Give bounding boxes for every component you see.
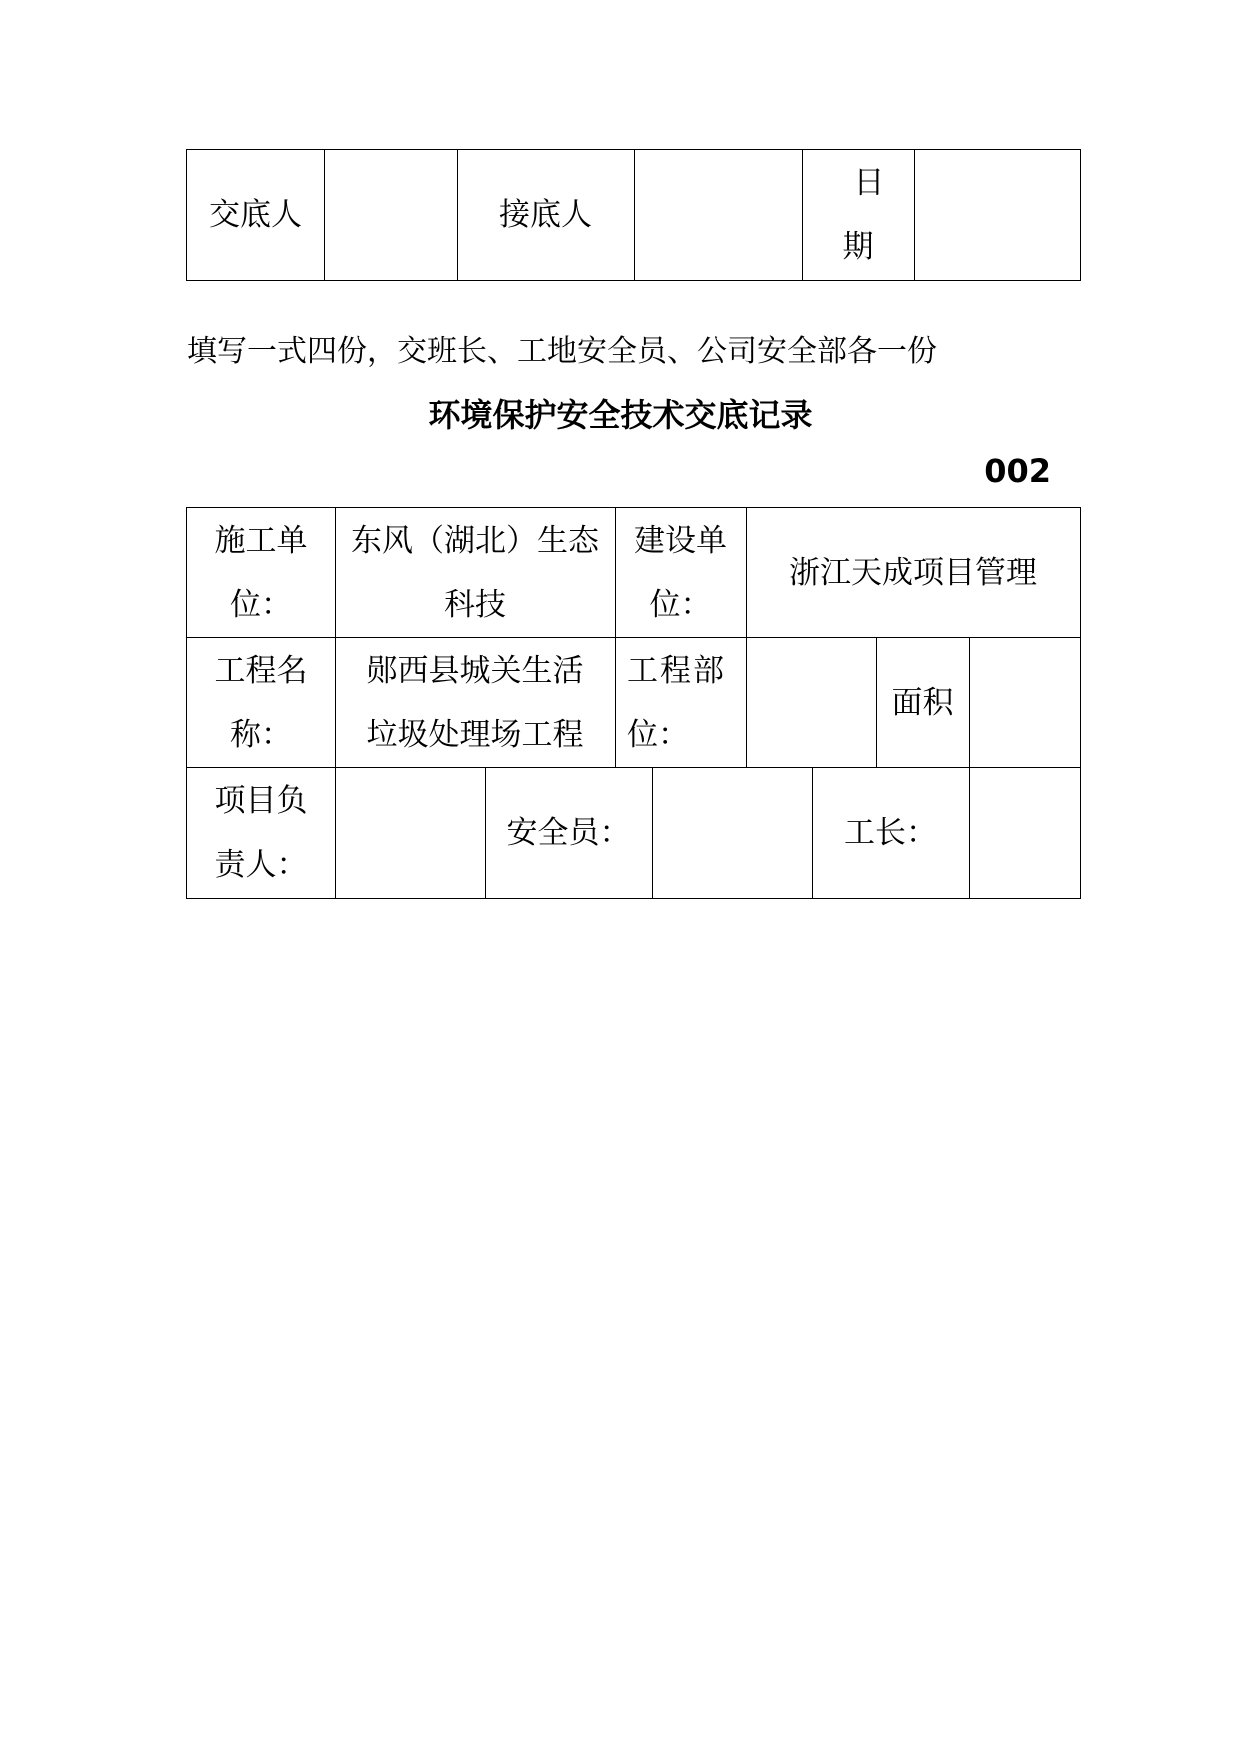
info-table [186,507,1081,899]
project-name-value[interactable] [335,638,615,767]
client-unit-label-line1: 建设单 [634,522,727,559]
project-lead-label-line2: 责人： [214,847,308,883]
area-label: 面积 [891,684,954,721]
project-lead-value[interactable] [335,768,485,898]
project-name-label [187,638,335,767]
received-by-value[interactable] [634,150,802,280]
date-value[interactable] [914,150,1080,280]
project-part-label [615,638,746,767]
project-lead-label-line1: 项目负 [214,783,308,819]
handover-table [186,149,1081,281]
project-part-label-line2: 位： [627,716,689,753]
handover-by-value[interactable] [324,150,457,280]
construction-unit-label-line2: 位： [230,586,292,623]
date-label-line2: 期 [842,229,874,265]
foreman-label: 工长： [844,815,937,851]
foreman-value[interactable] [969,768,1080,898]
received-by-label: 接底人 [499,197,592,233]
client-unit-value[interactable]: 浙江天成项目管理 [789,554,1037,591]
project-name-label-line2: 称： [230,716,292,753]
client-unit-label-line2: 位： [649,586,712,623]
project-part-label-line1: 工程部 [627,652,726,689]
safety-officer-label: 安全员： [506,815,631,851]
date-label-line1: 日 [853,165,885,201]
project-name-value-line2: 垃圾处理场工程 [366,716,584,753]
safety-officer-value[interactable] [652,768,812,898]
copies-note: 填写一式四份，交班长、工地安全员、公司安全部各一份 [187,334,937,369]
project-part-value[interactable] [746,638,876,767]
date-label [802,150,914,280]
construction-unit-value-line2: 科技 [444,586,506,623]
area-value[interactable] [969,638,1080,767]
project-name-value-line1: 郧西县城关生活 [366,652,584,689]
construction-unit-label [187,508,335,637]
client-unit-label [615,508,746,637]
construction-unit-label-line1: 施工单 [214,522,308,559]
document-number: 002 [984,452,1051,490]
construction-unit-value-line1: 东风（湖北）生态 [351,522,599,559]
project-name-label-line1: 工程名 [214,652,308,689]
handover-by-label: 交底人 [209,197,302,233]
project-lead-label [187,768,335,898]
page-title: 环境保护安全技术交底记录 [428,396,813,434]
construction-unit-value[interactable] [335,508,615,637]
